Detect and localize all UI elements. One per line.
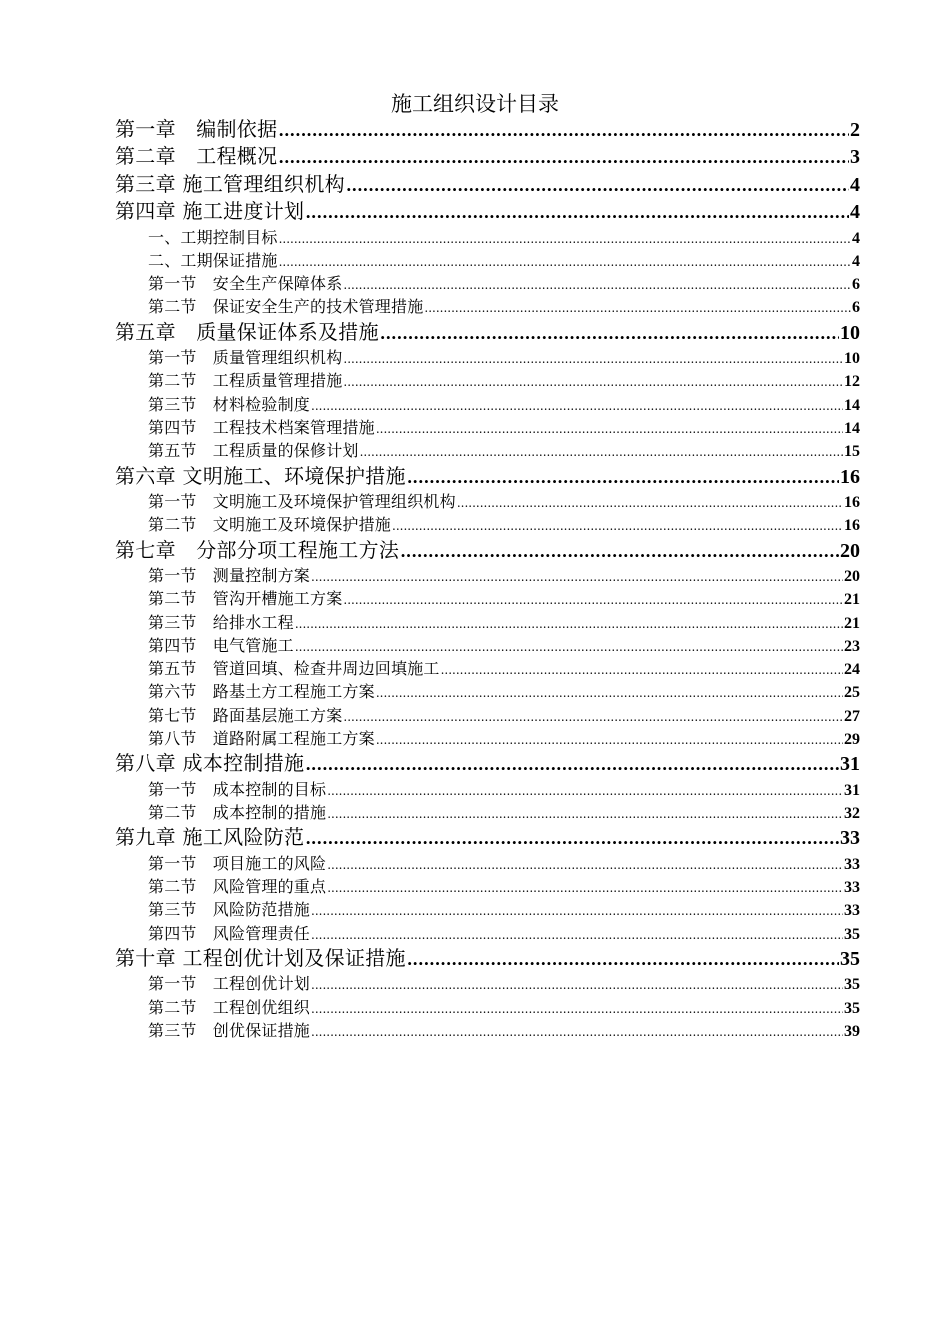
toc-entry-label: 第四节 电气管施工 [148, 635, 294, 655]
toc-section-entry[interactable] [115, 226, 860, 249]
document-title: 施工组织设计目录 [391, 92, 559, 116]
toc-chapter-entry[interactable] [115, 824, 860, 851]
toc-entry-label: 第二节 成本控制的措施 [148, 803, 327, 823]
toc-page-number: 14 [844, 420, 860, 438]
toc-page-number: 4 [852, 229, 860, 247]
dot-leader [407, 464, 839, 491]
toc-section-entry[interactable] [115, 564, 860, 587]
toc-page-number: 31 [844, 781, 860, 799]
dot-leader [400, 538, 839, 565]
dot-leader [278, 144, 849, 171]
toc-chapter-entry[interactable] [115, 463, 860, 490]
toc-section-entry[interactable] [115, 513, 860, 536]
table-of-contents [115, 116, 860, 1042]
toc-page-number: 16 [840, 465, 860, 488]
toc-entry-label: 第九章 施工风险防范 [115, 825, 305, 850]
toc-page-number: 33 [844, 855, 860, 873]
toc-entry-label: 第一节 工程创优计划 [148, 974, 311, 994]
toc-entry-label: 第二节 工程质量管理措施 [148, 371, 343, 391]
toc-chapter-entry[interactable] [115, 116, 860, 143]
dot-leader [380, 320, 839, 347]
dot-leader [305, 825, 839, 852]
dot-leader [392, 515, 843, 538]
toc-section-entry[interactable] [115, 704, 860, 727]
toc-entry-label: 第五节 管道回填、检查井周边回填施工 [148, 659, 440, 679]
dot-leader [311, 566, 843, 589]
toc-entry-label: 第七章 分部分项工程施工方法 [115, 537, 400, 562]
dot-leader [343, 589, 843, 612]
toc-section-entry[interactable] [115, 490, 860, 513]
toc-section-entry[interactable] [115, 680, 860, 703]
toc-page-number: 16 [844, 494, 860, 512]
dot-leader [360, 441, 843, 464]
dot-leader [311, 924, 843, 947]
toc-chapter-entry[interactable] [115, 750, 860, 777]
toc-entry-label: 第十章 工程创优计划及保证措施 [115, 945, 406, 970]
dot-leader [346, 172, 849, 199]
toc-section-entry[interactable] [115, 295, 860, 318]
toc-page-number: 4 [850, 201, 860, 224]
toc-chapter-entry[interactable] [115, 198, 860, 225]
toc-page-number: 33 [844, 879, 860, 897]
toc-page-number: 10 [840, 321, 860, 344]
toc-page-number: 35 [844, 976, 860, 994]
toc-entry-label: 第二节 风险管理的重点 [148, 877, 327, 897]
toc-section-entry[interactable] [115, 249, 860, 272]
toc-page-number: 4 [852, 252, 860, 270]
toc-section-entry[interactable] [115, 727, 860, 750]
toc-section-entry[interactable] [115, 898, 860, 921]
toc-page-number: 2 [850, 119, 860, 141]
toc-entry-label: 第二节 文明施工及环境保护措施 [148, 515, 392, 535]
toc-section-entry[interactable] [115, 611, 860, 634]
toc-section-entry[interactable] [115, 801, 860, 824]
toc-page-number: 3 [850, 146, 860, 169]
toc-section-entry[interactable] [115, 587, 860, 610]
toc-page-number: 35 [844, 999, 860, 1017]
toc-entry-label: 二、工期保证措施 [148, 250, 278, 270]
toc-section-entry[interactable] [115, 657, 860, 680]
toc-entry-label: 第一章 编制依据 [115, 117, 278, 141]
dot-leader [311, 395, 843, 418]
toc-page-number: 21 [844, 591, 860, 609]
toc-entry-label: 第三章 施工管理组织机构 [115, 171, 345, 196]
dot-leader [376, 729, 843, 752]
toc-entry-label: 一、工期控制目标 [148, 227, 278, 247]
toc-entry-label: 第六节 路基土方工程施工方案 [148, 682, 375, 702]
toc-page-number: 12 [844, 373, 860, 391]
toc-entry-label: 第五节 工程质量的保修计划 [148, 441, 359, 461]
toc-entry-label: 第四节 工程技术档案管理措施 [148, 418, 375, 438]
toc-entry-label: 第二节 工程创优组织 [148, 997, 311, 1017]
toc-entry-label: 第六章 文明施工、环境保护措施 [115, 463, 406, 488]
toc-entry-label: 第八章 成本控制措施 [115, 751, 305, 776]
toc-section-entry[interactable] [115, 369, 860, 392]
toc-section-entry[interactable] [115, 1019, 860, 1042]
dot-leader [305, 751, 839, 778]
dot-leader [279, 228, 851, 251]
dot-leader [343, 274, 851, 297]
toc-page-number: 23 [844, 637, 860, 655]
toc-section-entry[interactable] [115, 875, 860, 898]
toc-page-number: 33 [840, 827, 860, 850]
dot-leader [279, 251, 851, 274]
toc-page-number: 27 [844, 707, 860, 725]
toc-page-number: 25 [844, 684, 860, 702]
toc-section-entry[interactable] [115, 272, 860, 295]
toc-page-number: 29 [844, 731, 860, 749]
toc-entry-label: 第二节 管沟开槽施工方案 [148, 589, 343, 609]
toc-page-number: 6 [852, 299, 860, 317]
dot-leader [441, 659, 843, 682]
toc-entry-label: 第一节 质量管理组织机构 [148, 348, 343, 368]
toc-page-number: 31 [840, 753, 860, 776]
toc-section-entry[interactable] [115, 972, 860, 995]
toc-page-number: 21 [844, 614, 860, 632]
dot-leader [343, 348, 843, 371]
dot-leader [311, 900, 843, 923]
toc-section-entry[interactable] [115, 922, 860, 945]
toc-page-number: 4 [850, 173, 860, 196]
dot-leader [327, 780, 843, 803]
toc-entry-label: 第三节 给排水工程 [148, 612, 294, 632]
toc-entry-label: 第二章 工程概况 [115, 144, 278, 169]
toc-section-entry[interactable] [115, 852, 860, 875]
dot-leader [407, 946, 839, 973]
toc-page-number: 6 [852, 276, 860, 294]
toc-chapter-entry[interactable] [115, 171, 860, 198]
dot-leader [295, 613, 843, 636]
toc-page-number: 15 [844, 443, 860, 461]
dot-leader [278, 117, 849, 144]
toc-page-number: 24 [844, 661, 860, 679]
toc-page-number: 20 [840, 539, 860, 562]
toc-entry-label: 第一节 测量控制方案 [148, 566, 311, 585]
dot-leader [327, 854, 843, 877]
toc-page-number: 35 [844, 925, 860, 943]
dot-leader [305, 199, 849, 226]
dot-leader [424, 297, 851, 320]
dot-leader [343, 706, 843, 729]
toc-entry-label: 第三节 风险防范措施 [148, 900, 311, 920]
toc-section-entry[interactable] [115, 996, 860, 1019]
toc-page-number: 16 [844, 517, 860, 535]
toc-entry-label: 第七节 路面基层施工方案 [148, 705, 343, 725]
toc-section-entry[interactable] [115, 393, 860, 416]
dot-leader [376, 418, 843, 441]
dot-leader [343, 371, 843, 394]
dot-leader [295, 636, 843, 659]
dot-leader [311, 974, 843, 997]
toc-entry-label: 第四章 施工进度计划 [115, 199, 305, 224]
toc-page-number: 32 [844, 805, 860, 823]
toc-section-entry[interactable] [115, 439, 860, 462]
toc-page-number: 35 [840, 947, 860, 970]
toc-chapter-entry[interactable] [115, 319, 860, 346]
toc-section-entry[interactable] [115, 346, 860, 369]
dot-leader [311, 1021, 843, 1044]
dot-leader [327, 803, 843, 826]
toc-page-number: 14 [844, 396, 860, 414]
toc-entry-label: 第五章 质量保证体系及措施 [115, 319, 379, 344]
toc-chapter-entry[interactable] [115, 945, 860, 972]
toc-chapter-entry[interactable] [115, 143, 860, 170]
toc-chapter-entry[interactable] [115, 537, 860, 564]
toc-entry-label: 第八节 道路附属工程施工方案 [148, 729, 375, 749]
toc-entry-label: 第一节 成本控制的目标 [148, 779, 327, 799]
toc-entry-label: 第四节 风险管理责任 [148, 923, 311, 943]
toc-entry-label: 第三节 材料检验制度 [148, 394, 311, 414]
dot-leader [376, 682, 843, 705]
toc-page-number: 20 [844, 568, 860, 585]
toc-section-entry[interactable] [115, 634, 860, 657]
dot-leader [311, 998, 843, 1021]
toc-entry-label: 第三节 创优保证措施 [148, 1020, 311, 1040]
toc-section-entry[interactable] [115, 778, 860, 801]
toc-entry-label: 第二节 保证安全生产的技术管理措施 [148, 297, 424, 317]
toc-page-number: 39 [844, 1022, 860, 1040]
dot-leader [457, 492, 843, 515]
toc-section-entry[interactable] [115, 416, 860, 439]
dot-leader [327, 877, 843, 900]
toc-entry-label: 第一节 安全生产保障体系 [148, 274, 343, 294]
toc-page-number: 10 [844, 350, 860, 368]
toc-page-number: 33 [844, 902, 860, 920]
toc-entry-label: 第一节 项目施工的风险 [148, 853, 327, 873]
toc-entry-label: 第一节 文明施工及环境保护管理组织机构 [148, 492, 456, 512]
